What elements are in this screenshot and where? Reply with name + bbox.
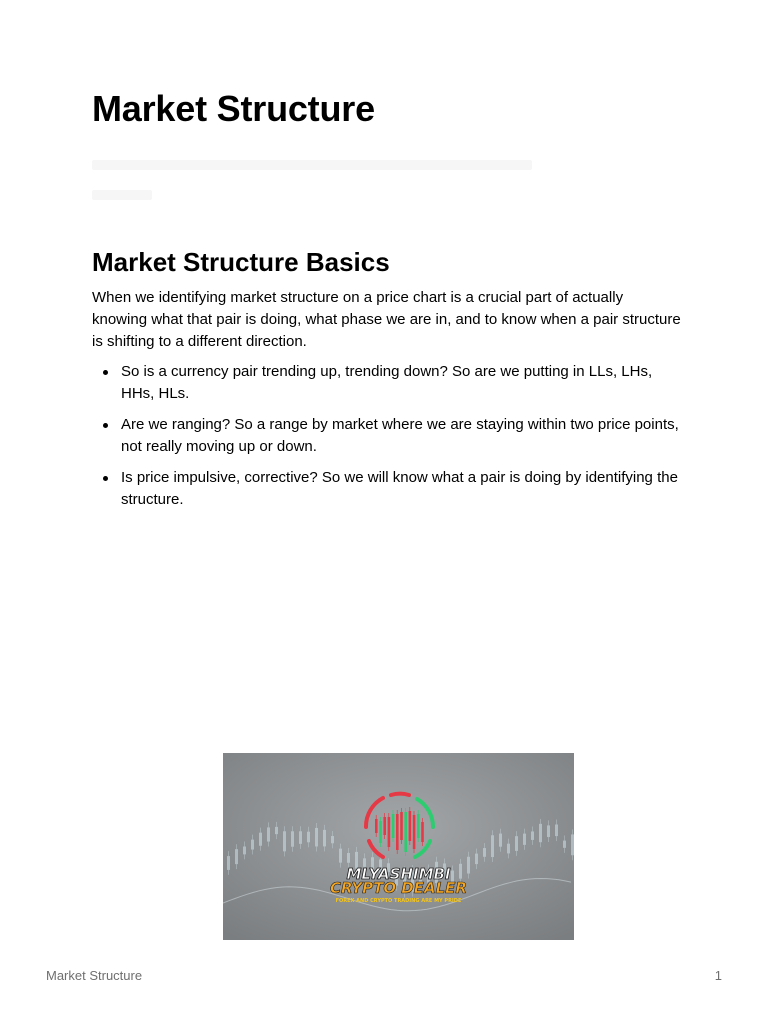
logo-candle-body [417, 814, 420, 838]
background-candle-body [283, 831, 286, 851]
faded-placeholder-text [92, 160, 552, 220]
footer-document-title: Market Structure [46, 968, 143, 983]
background-candle-body [331, 836, 334, 843]
logo-candle-body [383, 817, 386, 835]
background-candle-body [499, 834, 502, 847]
faded-line [92, 190, 152, 200]
background-candle-body [259, 833, 262, 846]
background-candle-body [307, 832, 310, 843]
brand-banner-image [223, 753, 574, 940]
logo-candle-body [388, 817, 391, 847]
background-candle-body [531, 831, 534, 839]
bullet-item [92, 414, 682, 458]
brand-subtitle: CRYPTO DEALER [330, 879, 467, 897]
bullet-dot-icon [103, 476, 108, 481]
bullet-dot-icon [103, 370, 108, 375]
background-candle-body [475, 854, 478, 864]
logo-candle-body [413, 815, 416, 849]
background-candle-body [339, 849, 342, 863]
background-candle-body [299, 831, 302, 844]
logo-candle-body [409, 811, 412, 841]
background-candle-body [555, 825, 558, 837]
background-candle-body [315, 828, 318, 847]
background-candle-body [291, 831, 294, 846]
bullet-text: Are we ranging? So a range by market where we are staying within two price points, not really moving up or down. [121, 416, 679, 455]
background-candle-body [347, 853, 350, 863]
section-heading: Market Structure Basics [92, 247, 390, 277]
footer-page-number: 1 [714, 968, 722, 983]
background-candle-body [515, 836, 518, 851]
document-title: Market Structure [92, 88, 375, 129]
brand-name: MLYASHIMBI [346, 865, 451, 883]
bullet-text: So is a currency pair trending up, trending down? So are we putting in LLs, LHs, HHs, HLs. [121, 363, 653, 402]
background-candle-body [539, 824, 542, 842]
background-candle-body [563, 841, 566, 848]
bullet-item [92, 361, 682, 405]
background-candle-body [571, 834, 574, 855]
background-candle-body [235, 849, 238, 864]
banner-graphic [223, 753, 574, 940]
logo-candle-body [392, 814, 395, 838]
brand-tagline: FOREX AND CRYPTO TRADING ARE MY PRIDE [335, 898, 462, 904]
logo-candle-body [421, 822, 424, 842]
background-candle-body [323, 830, 326, 847]
background-candle-body [483, 848, 486, 857]
logo-candle-body [396, 814, 399, 850]
background-candle-body [491, 835, 494, 857]
logo-candle-body [375, 819, 378, 833]
bullet-list [92, 361, 682, 520]
background-candle-body [243, 847, 246, 855]
background-candle-body [227, 856, 230, 870]
logo-candle-body [400, 812, 403, 840]
background-candle-body [523, 834, 526, 845]
intro-paragraph: When we identifying market structure on a price chart is a crucial part of actually knowing what that pair is doing, what phase we are in, and to know when a pair structure is shifting to a different direction. [92, 289, 681, 350]
background-candle-body [275, 827, 278, 834]
logo-candle-body [404, 812, 407, 852]
background-candle-body [251, 840, 254, 850]
background-candle-body [507, 844, 510, 854]
bullet-text: Is price impulsive, corrective? So we will know what a pair is doing by identifying the structure. [121, 469, 678, 508]
background-candle-body [467, 857, 470, 874]
bullet-item [92, 467, 682, 511]
background-candle-body [267, 827, 270, 841]
logo-candle-body [379, 821, 382, 843]
bullet-dot-icon [103, 423, 108, 428]
background-candle-body [547, 825, 550, 837]
background-candle-body [459, 864, 462, 879]
faded-line [92, 160, 532, 170]
